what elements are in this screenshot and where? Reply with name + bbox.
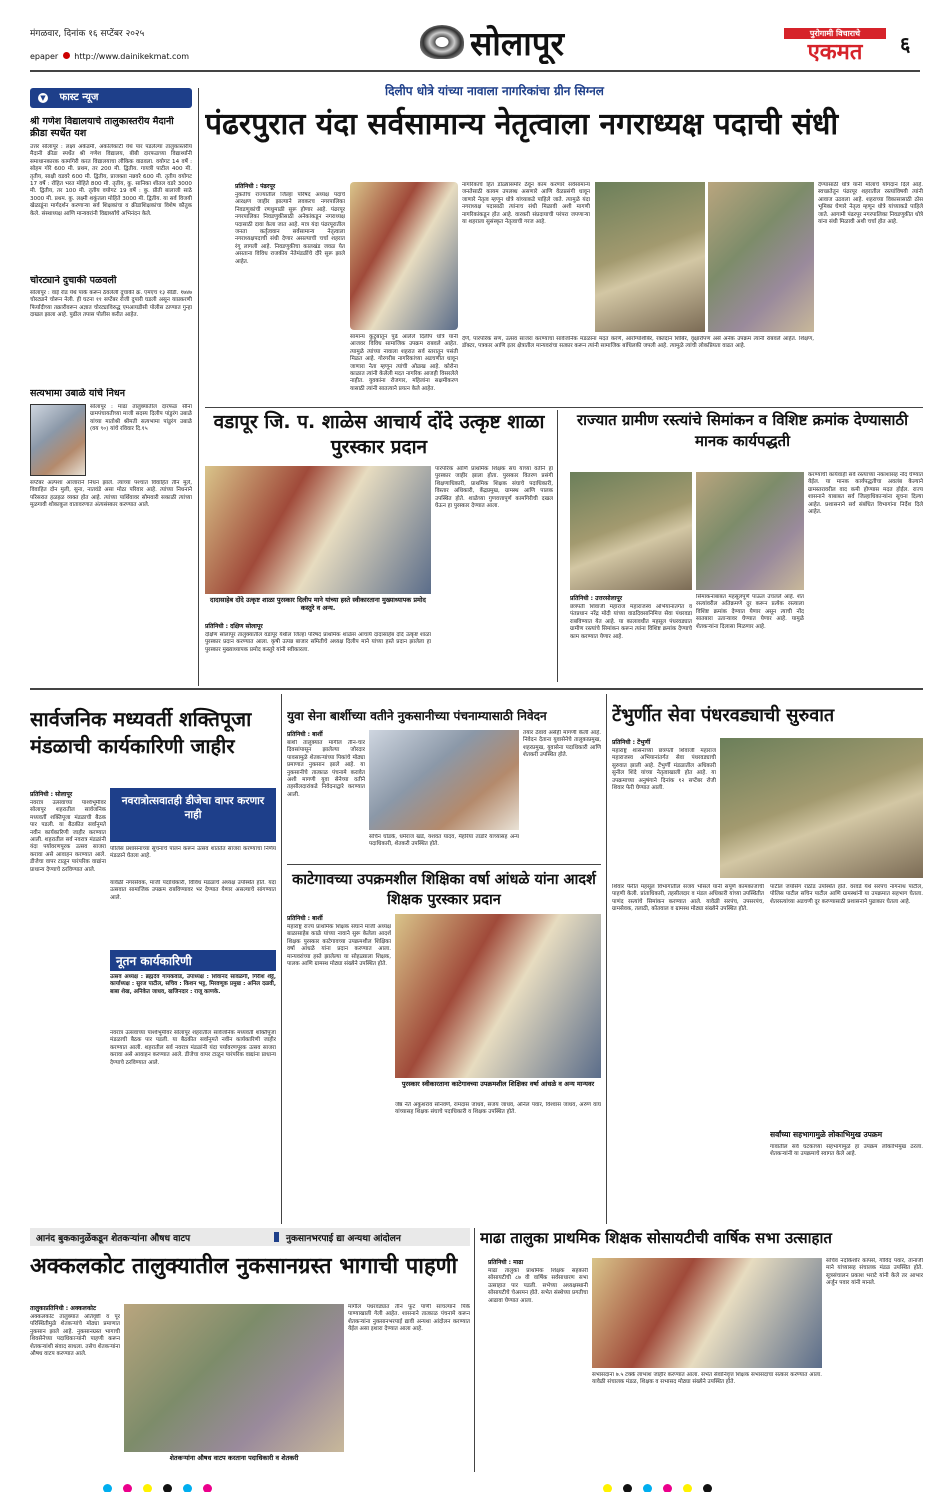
teacher-award-story [287,866,601,1224]
roads-col3: करण्याची कार्यवाही सर्व रस्त्यांच्या नकाशांसह नोंद घेण्यात येईल. या मानक कार्यपद्धतीचा अवलंब केल्याने ग्रामस्तरावरील वाद कमी होण्यास मदत होईल. राज्य शासनाने याबाबत सर्व जिल्हाधिकाऱ्यांना सूचना दिल्या आहेत. प्रशासनाने सर्व संबंधित विभागांना निर्देश दिले आहेत. [808,472,923,516]
madha-col4: सचिव नंदकिशोर कापसे, गोविंद पवार, तानाजी माने यांच्यासह संचालक मंडळ उपस्थित होते. सूत्रसंचालन प्रकाश भराटे यांनी केले तर आभार अर्जुन पवार यांनी मानले. [826,1258,923,1287]
new-exec-body: उत्सव अध्यक्ष : ब्रह्मदेव गायकवाड, उपाध्यक्ष : शिवानंद सावळगी, गिरीश शेट्टे, कार्याध्यक्ष : सुरज पाटील, सचिव : किशन भट्ट, मिरवणूक प्रमुख : अनिल दळवी, बाबा शेख, अनिकेत जाधव, खजिनदार : राजू काणके. [110,974,276,995]
lead-crowd-photo-2 [708,182,814,332]
tembhurni-headline: टेंभुर्णीत सेवा पंधरवड्याची सुरुवात [612,705,835,726]
lead-col4: देणे, पारंपरिक सण, उत्सव साजरा करण्याचा सार्वजनिक मंडळांना मदत करणे, आरोग्यशिबिर, रक्तदान शिबिर, वृक्षारोपण असे अनेक उपक्रम त्यांनी राबवले आहेत. शिक्षण, डॉक्टर, पत्रकार आणि इतर क्षेत्रातील मान्यवरांचा सत्कार करून त्यांनी सामाजिक बांधिलकी जपली आहे. त्यामुळे त्यांची लोकप्रियता वाढत आहे. [462,336,814,350]
yellow-mark-icon [683,1484,692,1492]
lead-portrait-photo [350,182,458,330]
barshi-photo [369,730,519,830]
fast-news-item3-title: सत्यभामा उबाळे यांचे निधन [30,388,126,399]
lead-kicker: दिलीप धोत्रे यांच्या नावाला नागरिकांचा ग्रीन सिग्नल [385,84,604,98]
fast-news-header [30,88,192,108]
school-award-photo [205,466,431,594]
roads-photo [570,472,692,590]
center-divider-3 [606,694,607,1224]
teacher-award-byline: प्रतिनिधी : बार्शी [287,915,323,922]
section-rule-2 [30,688,923,690]
black-mark-icon [163,1484,172,1492]
fast-news-item2-title: चोरट्याने दुचाकी पळवली [30,275,117,286]
epaper-label [30,52,330,61]
news-strip [30,1228,470,1246]
akkalkot-caption: शेतकऱ्यांना औषध वाटप करताना पदाधिकारी व शेतकरी [169,1454,299,1462]
magenta-mark-icon [663,1484,672,1492]
barshi-col-bottom: सचिन घोडके, धर्मराज खंडे, यशवंत यादव, मेहरिया तांडोरे यांच्यासह अन्य पदाधिकारी, शेतकरी उपस्थित होते. [369,834,519,848]
bottom-divider [474,1228,475,1472]
roads-col1: छत्रपती शिवाजी महाराज महाराजस्व अभियानांतर्गत व पंतप्रधान नरेंद्र मोदी यांच्या वाढदिवसानिमित्त सेवा पंधरवडा राबविण्यात येत आहे. या कालावधीत महसूल पंधरवड्यात ग्रामीण रस्त्यांचे सिमांकन करून त्यांना विशिष्ट क्रमांक देण्याचे काम करण्यात येणार आहे. [570,604,692,640]
akkalkot-photo [124,1304,344,1452]
teacher-top-rule [287,864,601,865]
madha-byline: प्रतिनिधी : माढा [488,1259,524,1266]
tembhurni-col3: पाटील जयसिंग राठोड उपस्थित होते. वरवडे येथे सरपंच नागनाथ पाटील, पोलिस पाटील सचिन पाटील आणि ग्रामस्थांनी या उपक्रमात सहभाग घेतला. शेतरस्त्यांच्या अडचणी दूर करण्यासाठी प्रशासनाने पुढाकार घेतला आहे. [770,884,923,905]
fast-news-item1-title: श्री गणेश विद्यालयाचे तालुकास्तरीय मैदानी क्रीडा स्पर्धेत यश [30,116,174,139]
roads-story [562,410,923,682]
masthead [0,0,945,76]
lead-headline: पंढरपुरात यंदा सर्वसामान्य नेतृत्वाला नगराध्यक्ष पदाची संधी [205,107,839,142]
teacher-award-photo [395,914,601,1078]
roads-col2: सिमांकनाबाबत महसूलपूर्ण पाऊल उचलले आहे. शेत रस्त्यांवरील अतिक्रमणे दूर करून प्रत्येक रस्त्याला विशिष्ट क्रमांक देण्यात येणार असून त्याची नोंद सातबारा उताऱ्यावर घेण्यात येणार आहे. यामुळे शेतकऱ्यांना दिलासा मिळणार आहे. [696,594,804,630]
barshi-byline: प्रतिनिधी : बार्शी [287,731,323,738]
teacher-award-col3: जेष्ठ नेते अंकुशराव सोनवणे, रामदास जाधव, संजय जाधव, अनिल पवार, विश्वास जाधव, अरुण वाघ यांच्यासह शिक्षक संघाचे पदाधिकारी व शिक्षक उपस्थित होते. [395,1102,601,1116]
strip-left: आनंद बुककानुळेंकडून शेतकऱ्यांना औषध वाटप [36,1234,191,1244]
lead-col5: देण्यासाठी धोत्रे यांनी मोलाचे योगदान दिले आहे. स्वच्छतेतून पंढरपूर शहरातील रस्त्यांविषयी त्यांनी आवाज उठवला आहे. शहराच्या विकासासाठी ठोस भूमिका घेणारे नेतृत्व म्हणून धोत्रे यांच्याकडे पाहिले जाते. आगामी पंढरपूर नगरपालिका निवडणुकीत धोत्रे यांना संधी मिळावी अशी चर्चा होत आहे. [818,182,923,226]
lead-col1: नुकतीच राज्यातील जिल्हा परिषद अध्यक्ष पदाचे आरक्षण जाहीर झाल्याने लवकरच नगरपालिका निवडणुकांची रणधुमाळी सुरू होणार आहे. पंढरपूर नगरपालिका निवडणुकीसाठी अनेकांकडून नगराध्यक्ष पदासाठी दावा केला जात आहे. मात्र यंदा पंढरपूरातील जनता कर्तृत्ववान सर्वसामान्य नेतृत्वाला नगराध्यक्षपदाची संधी देणार असल्याची चर्चा शहरात रंगू लागली आहे. निवडणुकीचा कालखंड जवळ येत असताना विविध राजकीय नेतेमंडळींचे दौरे सुरू झाले आहेत. [235,192,345,265]
roads-byline: प्रतिनिधी : उत्तरसोलापूर [570,595,623,602]
barshi-col3: तयार ठेवावे असेही मागणी केली आहे. निवेदन देताना युवासेनेचे तालुकाप्रमुख, शहरप्रमुख, युवासेना पदाधिकारी आणि शेतकरी उपस्थित होते. [523,730,601,759]
fast-news-item2-body: सोलापूर : वाईं रोड येथे पार्क करून ठेवलेली दुचाकी क्र. एमएच १३ सीडी. १७४७ चोरट्याने चोरून नेली. ही घटना ११ सप्टेंबर रोजी दुपारी घडली असून याप्रकरणी फिर्यादीच्या तक्रारीवरून अज्ञात चोरट्याविरुद्ध एमआयडीसी पोलीस ठाण्यात गुन्हा दाखल झाला आहे. पुढील तपास पोलीस करीत आहेत. [30,290,192,319]
tembhurni-col1: महाराष्ट्र शासनाच्या छत्रपती शिवाजी महाराज महाराजस्व अभियानांतर्गत सेवा पंधरवड्याची सुरुवात झाली आहे. टेंभुर्णी मंडळातील अधिकारी सुनील शिंदे यांच्या नेतृत्वाखाली होत आहे. या उपक्रमाच्या अनुषंगाने दिनांक १२ सप्टेंबर रोजी शिवार फेरी घेण्यात आली. [612,748,716,792]
akkalkot-col2: मागील पंधरवड्यात तीन फूट पाणी साचल्याने पिके पाण्याखाली गेली आहेत. शासनाने तात्काळ पंचनामे करून शेतकऱ्यांना नुकसानभरपाई द्यावी अन्यथा आंदोलन करण्यात येईल असा इशारा देण्यात आला आहे. [348,1304,470,1333]
school-award-byline: प्रतिनिधी : दक्षिण सोलापूर [205,623,263,630]
roads-headline: राज्यात ग्रामीण रस्त्यांचे सिमांकन व विशिष्ट क्रमांक देण्यासाठी मानक कार्यपद्धती [576,411,909,450]
lead-col3: नागरिकांचे हित डोळ्यासमोर ठेवून काम करणारे सर्वसामान्य जनतेसाठी कायम उपलब्ध असणारे आणि वेळप्रसंगी धावून जाणारे नेतृत्व म्हणून धोत्रे यांच्याकडे पाहिले जाते. त्यामुळे यंदा नगराध्यक्ष पदासाठी त्यांनाच संधी मिळावी अशी मागणी नागरिकांकडून होत आहे. वारकरी संप्रदायाची परंपरा जपणाऱ्या या शहराला सुसंस्कृत नेतृत्वाची गरज आहे. [462,182,590,226]
magenta-mark-icon [123,1484,132,1492]
epaper-text: epaper [30,52,59,61]
lead-bottom-rule [205,407,923,408]
tembhurni-story [612,694,923,1224]
center-divider-1 [557,410,558,682]
fast-news-title: फास्ट न्यूज [59,92,99,103]
lead-col2: सामान्य कुटुंबातून पुढे आलेले दिलीप धोत्रे यांनी आजवर विविध सामाजिक उपक्रम राबवले आहेत. त्यामुळे त्यांच्या नावाला शहरात सर्व स्तरातून पसंती मिळत आहे. गोरगरीब नागरिकांच्या अडचणीत धावून जाणारा नेता म्हणून त्यांची ओळख आहे. कोरोना काळात त्यांनी केलेली मदत नागरिक आजही विसरलेले नाहीत. युवकांना रोजगार, महिलांना सक्षमीकरण यासाठी त्यांनी सातत्याने प्रयत्न केले आहेत. [350,334,458,392]
shaktipuja-byline: प्रतिनिधी : सोलापूर [30,791,73,798]
shaktipuja-col3: यावेळी नगरसेवक, माजी पदाधिकारी, विविध मंडळांचे अध्यक्ष उपस्थित होते. यंदा उत्सवात सामाजिक उपक्रम राबविण्यावर भर देण्यात येणार असल्याचे सांगण्यात आले. [110,880,276,901]
left-column-divider [198,88,199,686]
strip-separator-icon [274,1232,279,1242]
akkalkot-col1: अक्कलकोट तालुक्यात अतिवृष्टी व पूर परिस्थितीमुळे शेतकऱ्यांचे मोठ्या प्रमाणात नुकसान झाले आहे. नुकसानग्रस्त भागाची शिवसेनेच्या पदाधिकाऱ्यांनी पाहणी करून शेतकऱ्यांशी संवाद साधला. तसेच शेतकऱ्यांना औषध वाटप करण्यात आले. [30,1314,120,1358]
school-award-caption: दादासाहेब दोंदे उत्कृष्ट शाळा पुरस्कार दिलीप माने यांच्या हस्ते स्वीकारताना मुख्याध्यापक प्रमोद कस्तुरे व अन्य. [210,596,426,612]
issue-date: मंगळवार, दिनांक १६ सप्टेंबर २०२५ [30,29,145,39]
lead-byline: प्रतिनिधी : पंढरपूर [235,183,276,190]
tembhurni-photo [720,738,923,878]
shaktipuja-col1: नवरात्र उत्सवाच्या पार्श्वभूमीवर सोलापूर शहरातील सार्वजनिक मध्यवर्ती शक्तिपूजा मंडळाची बैठक पार पडली. या बैठकीत सर्वानुमते नवीन कार्यकारिणी जाहीर करण्यात आली. शहरातील सर्व नवरात्र मंडळांनी यंदा पर्यावरणपूरक उत्सव साजरा करावा असे आवाहन करण्यात आले. डीजेचा वापर टाळून पारंपरिक वाद्यांना प्राधान्य देण्याचे ठरविण्यात आले. [30,800,106,873]
barshi-headline: युवा सेना बार्शीच्या वतीने नुकसानीच्या पंचनाम्यासाठी निवेदन [287,709,547,723]
fast-news-column [30,88,192,686]
new-exec-title: नूतन कार्यकारिणी [110,950,276,971]
akkalkot-byline: तालुकाप्रतिनिधी : अक्कलकोट [30,1305,97,1312]
page-number: ६ [900,32,911,56]
globe-icon [63,52,70,59]
madha-col1: माढा तालुका प्राथमिक शिक्षक सहकारी सोसायटीची ८७ वी वार्षिक सर्वसाधारण सभा उत्साहात पार पडली. सभेच्या अध्यक्षस्थानी सोसायटीचे चेअरमन होते. सभेत संस्थेच्या प्रगतीचा आढावा घेण्यात आला. [488,1268,588,1304]
cyan-mark-icon [103,1484,112,1492]
fast-news-item3-lead: सोलापूर : माढा तालुक्यातील दारफळ सीना ग्रामपंचायतीच्या माजी सदस्य दिलीप पांडुरंग उबाळे यांच्या मातोश्री श्रीमती सत्यभामा पांडुरंग उबाळे (वय ९०) यांचे रविवार दि.१५ [90,404,192,433]
website-url[interactable]: http://www.dainikekmat.com [74,52,190,61]
akkalkot-story [30,1250,470,1470]
lead-crowd-photo-1 [595,182,705,332]
strip-mid: नुकसानभरपाई द्या अन्यथा आंदोलन [286,1234,401,1244]
obituary-photo [30,404,86,476]
brand-tagline: पुरोगामी विचाराचे [784,28,886,39]
center-divider-2 [281,694,282,1224]
cyan-mark-icon [643,1484,652,1492]
school-award-headline: वडापूर जि. प. शाळेस आचार्य दोंदे उत्कृष्ट शाळा पुरस्कार प्रदान [213,411,545,458]
school-award-story [205,410,553,682]
registration-marks [100,1478,400,1492]
black-mark-icon [623,1484,632,1492]
shaktipuja-col3b: नवरात्र उत्सवाच्या पार्श्वभूमीवर सोलापूर शहरातील सार्वजनिक मध्यवर्ती शक्तिपूजा मंडळाची बैठक पार पडली. या बैठकीत सर्वानुमते नवीन कार्यकारिणी जाहीर करण्यात आली. शहरातील सर्व नवरात्र मंडळांनी यंदा पर्यावरणपूरक उत्सव साजरा करावा असे आवाहन करण्यात आले. डीजेचा वापर टाळून पारंपरिक वाद्यांना प्राधान्य देण्याचे ठरविण्यात आले. [110,1030,276,1066]
madha-story [480,1228,923,1472]
brand-box [784,28,886,68]
masthead-rule [30,70,920,72]
madha-headline: माढा तालुका प्राथमिक शिक्षक सोसायटीची वार्षिक सभा उत्साहात [480,1229,832,1247]
barshi-story [287,694,601,862]
madha-photo [592,1258,822,1368]
edition-name: सोलापूर [470,24,565,63]
teacher-award-caption: पुरस्कार स्वीकारताना काटेगावच्या उपक्रमशील शिक्षिका वर्षा आंधळे व अन्य मान्यवर [401,1080,595,1088]
tembhurni-byline: प्रतिनिधी : टेंभुर्णी [612,739,651,746]
barshi-col1: बार्शी तालुक्यात मागील तीन-चार दिवसांपासून झालेल्या जोरदार पावसामुळे शेतकऱ्यांच्या पिकांचे मोठ्या प्रमाणात नुकसान झाले आहे. या नुकसानीचे तात्काळ पंचनामे करावेत अशी मागणी युवा सेनेच्या वतीने तहसीलदारांकडे निवेदनाद्वारे करण्यात आली. [287,740,365,798]
tembhurni-sub-title: सर्वांच्या सहभागामुळे लोकाभिमुख उपक्रम [770,1130,883,1139]
brand-name: एकमत [807,40,863,65]
registration-marks-right [600,1478,900,1492]
magenta-mark-icon [203,1484,212,1492]
tembhurni-sub-body: गावातील सर्व घटकांच्या सहभागामुळे हा उपक्रम लोकाभिमुख ठरला. शेतकऱ्यांनी या उपक्रमाचे स्वागत केले आहे. [770,1144,923,1158]
shaktipuja-box [110,788,276,842]
yellow-mark-icon [143,1484,152,1492]
roads-photo-2 [696,472,804,590]
black-mark-icon [703,1484,712,1492]
fast-news-item1-body: उत्तर सोलापूर : लक्ष्य अकॅडमी, अकोलेकाटी येथे पार पडलेल्या तालुकास्तरीय मैदानी क्रीडा स्पर्धेत श्री गणेश विद्यालय, बीबी दारफळच्या विद्यार्थ्यांनी समाधानकारक कामगिरी करत विद्यालयाचा लौकिक वाढवला. वयोगट 14 वर्षे : सोहम गोरे 600 मी. प्रथम, तर 200 मी. द्वितीय. गायत्री पाटील 400 मी. तृतीय, साक्षी वडवरे 600 मी. द्वितीय, प्राजक्ता नन्नवरे 600 मी. तृतीय वयोगट 17 वर्षे : रोहित भरत मोहिते 800 मी. तृतीय, कु. सानिका शीतल वडरे 3000 मी. द्वितीय, तर 100 मी. तृतीय वयोगट 19 वर्षे : कु. प्रीती बालाजी साठे 3000 मी. प्रथम. कु. लक्ष्मी शकुंतला मोहिते 3000 मी. द्वितीय. या सर्व विजयी खेळाडूंना मार्गदर्शन करणाऱ्या सर्व शिक्षकांचा व क्रीडाशिक्षकांचा विशेष कौतुक केले. संस्थाध्यक्ष आणि मान्यवरांनी विद्यार्थ्यांचे अभिनंदन केले. [30,144,192,217]
shaktipuja-box-title: नवरात्रोत्सवातही डीजेचा वापर करणार नाही [121,795,265,821]
shaktipuja-headline: सार्वजनिक मध्यवर्ती शक्तिपूजा मंडळाची कार्यकारिणी जाहीर [30,707,252,758]
shaktipuja-box-body: पोलिस प्रशासनाच्या सूचनांचे पालन करून उत्सव शांततेत साजरा करण्याचा निर्णय मंडळाने घेतला आहे. [110,846,276,860]
tembhurni-col2: शिवार फेरीत महसूल विभागातील संजय भोसले यांनी संपूर्ण कामकाजाची पाहणी केली. प्रांताधिकारी, तहसीलदार व मंडल अधिकारी यांच्या उपस्थितीत पाणंद रस्त्यांचे सिमांकन करण्यात आले. यावेळी सरपंच, उपसरपंच, ग्रामसेवक, तलाठी, कोतवाल व ग्रामस्थ मोठ्या संख्येने उपस्थित होते. [612,884,764,913]
edition-logo-icon [420,25,464,59]
lead-story [205,80,923,406]
fast-news-item3-body: सप्टेंबर अल्पशा आजाराने निधन झाले. त्यांच्या पश्चात विवाहित तीन मुले, विवाहित दोन मुली, सुना, नातवंडे असा मोठा परिवार आहे. त्यांच्या निधनाने परिसरात हळहळ व्यक्त होत आहे. त्यांच्या पार्थिवावर सोमवारी सकाळी त्यांच्या मूळगावी शोकाकुल वातावरणात अंत्यसंस्कार करण्यात आले. [30,480,192,509]
akkalkot-headline: अक्कलकोट तालुक्यातील नुकसानग्रस्त भागाची पाहणी [30,1254,458,1279]
yellow-mark-icon [603,1484,612,1492]
teacher-award-headline: काटेगावच्या उपक्रमशील शिक्षिका वर्षा आंधळे यांना आदर्श शिक्षक पुरस्कार प्रदान [292,872,596,908]
school-award-col2: पारंपरिक आणि प्राथमिक शिक्षक संघ यांच्या वतीने हा पुरस्कार जाहीर झाला होता. पुरस्कार वितरण प्रसंगी शिक्षणाधिकारी, प्राथमिक शिक्षक संघाचे पदाधिकारी, विस्तार अधिकारी, केंद्रप्रमुख, ग्रामस्थ आणि पालक उपस्थित होते. शाळेच्या गुणवत्तापूर्ण कामगिरीची दखल घेऊन हा पुरस्कार देण्यात आला. [435,466,553,510]
school-award-col1: दक्षिण सोलापूर तालुक्यातील वडापूर येथील जिल्हा परिषद प्राथमिक शाळेस आचार्य दादासाहेब दोंदे उत्कृष्ट शाळा पुरस्कार प्रदान करण्यात आला. कृषी उत्पन्न बाजार समितीचे अध्यक्ष दिलीप माने यांच्या हस्ते प्रदान झालेला हा पुरस्कार मुख्याध्यापक प्रमोद कस्तुरे यांनी स्वीकारला. [205,632,431,653]
cyan-mark-icon [183,1484,192,1492]
teacher-award-col1: महाराष्ट्र राज्य प्राथमिक शिक्षक संघाने माजी अध्यक्ष बाळासाहेब काळे यांच्या नावाने सुरू केलेला आदर्श शिक्षक पुरस्कार काटेगावच्या उपक्रमशील शिक्षिका वर्षा आंधळे यांना प्रदान करण्यात आला. मान्यवरांच्या हस्ते झालेल्या या सोहळ्याला शिक्षक, पालक आणि ग्रामस्थ मोठ्या संख्येने उपस्थित होते. [287,924,391,968]
madha-col3: सभासदांना ७.५ टक्के लाभांश जाहीर करण्यात आला. सभेत सेवानिवृत्त शिक्षक सभासदांचा सत्कार करण्यात आला. यावेळी संचालक मंडळ, शिक्षक व सभासद मोठ्या संख्येने उपस्थित होते. [592,1372,822,1386]
fast-news-chevron-icon: ▼ [38,93,48,103]
shaktipuja-story [30,694,276,1224]
